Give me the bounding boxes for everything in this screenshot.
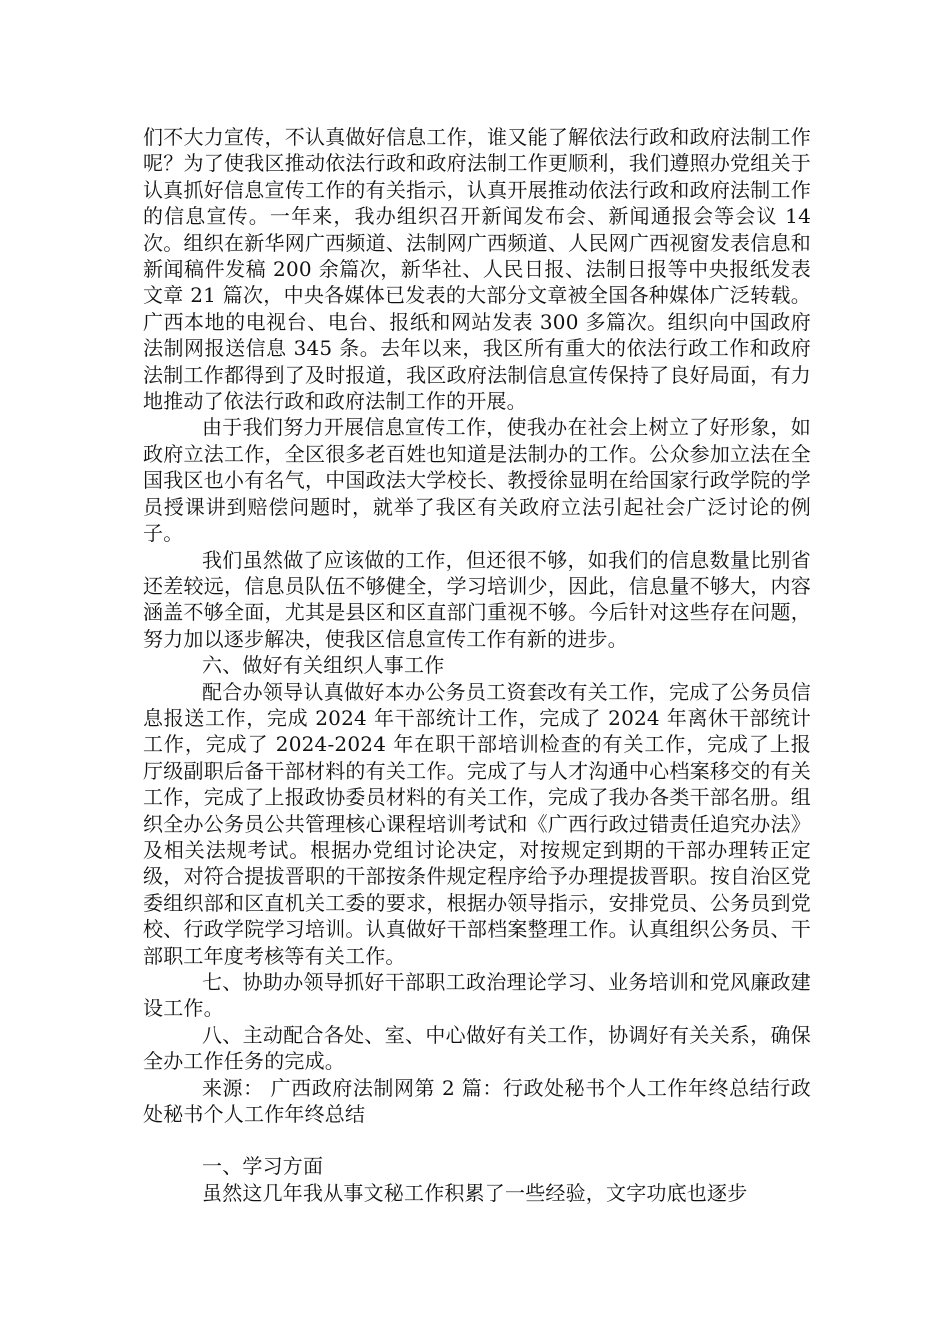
section-heading: 八、主动配合各处、室、中心做好有关工作，协调好有关关系，确保全办工作任务的完成。 xyxy=(143,1022,811,1074)
section-heading: 一、学习方面 xyxy=(202,1154,324,1179)
body-paragraph: 我们虽然做了应该做的工作，但还很不够，如我们的信息数量比别省还差较远，信息员队伍不够健全，学习培训少，因此，信息量不够大，内容涵盖不够全面，尤其是县区和区直部门重视不够。今后针对这些存在问题，努力加以逐步解决，使我区信息宣传工作有新的进步。 xyxy=(143,547,811,651)
section-heading: 六、做好有关组织人事工作 xyxy=(202,653,445,678)
section-heading: 七、协助办领导抓好干部职工政治理论学习、业务培训和党风廉政建设工作。 xyxy=(143,970,811,1021)
body-paragraph: 配合办领导认真做好本办公务员工资套改有关工作，完成了公务员信息报送工作，完成 2024 年干部统计工作，完成了 2024 年离休干部统计工作，完成了 2024-2024 年在职干部培训检查的有关工作，完成了上报厅级副职后备干部材料的有关工作。完成了与人才沟通中心档案移交的有关工作，完成了上报政协委员材料的有关工作，完成了我办各类干部名册。组织全办公务员公共管理核心课程培训考试和《广西行政过错责任追究办法》及相关法规考试。根据办党组讨论决定，对按规定到期的干部办理转正定级，对符合提拔晋职的干部按条件规定程序给予办理提拔晋职。按自治区党委组织部和区直机关工委的要求，根据办领导指示，安排党员、公务员到党校、行政学院学习培训。认真做好干部档案整理工作。认真组织公务员、干部职工年度考核等有关工作。 xyxy=(143,679,811,968)
blank-line xyxy=(143,1127,811,1153)
document-page xyxy=(143,124,811,1206)
source-line: 来源： 广西政府法制网第 2 篇：行政处秘书个人工作年终总结行政处秘书个人工作年终总结 xyxy=(143,1075,811,1127)
body-paragraph: 虽然这几年我从事文秘工作积累了一些经验，文字功底也逐步 xyxy=(202,1180,748,1205)
body-paragraph: 由于我们努力开展信息宣传工作，使我办在社会上树立了好形象，如政府立法工作，全区很多老百姓也知道是法制办的工作。公众参加立法在全国我区也小有名气，中国政法大学校长、教授徐显明在给国家行政学院的学员授课讲到赔偿问题时，就举了我区有关政府立法引起社会广泛讨论的例子。 xyxy=(143,415,811,546)
body-paragraph: 们不大力宣传，不认真做好信息工作，谁又能了解依法行政和政府法制工作呢？为了使我区推动依法行政和政府法制工作更顺利，我们遵照办党组关于认真抓好信息宣传工作的有关指示，认真开展推动依法行政和政府法制工作的信息宣传。一年来，我办组织召开新闻发布会、新闻通报会等会议 14 次。组织在新华网广西频道、法制网广西频道、人民网广西视窗发表信息和新闻稿件发稿 200 余篇次，新华社、人民日报、法制日报等中央报纸发表文章 21 篇次，中央各媒体已发表的大部分文章被全国各种媒体广泛转载。广西本地的电视台、电台、报纸和网站发表 300 多篇次。组织向中国政府法制网报送信息 345 条。去年以来，我区所有重大的依法行政工作和政府法制工作都得到了及时报道，我区政府法制信息宣传保持了良好局面，有力地推动了依法行政和政府法制工作的开展。 xyxy=(143,125,811,414)
